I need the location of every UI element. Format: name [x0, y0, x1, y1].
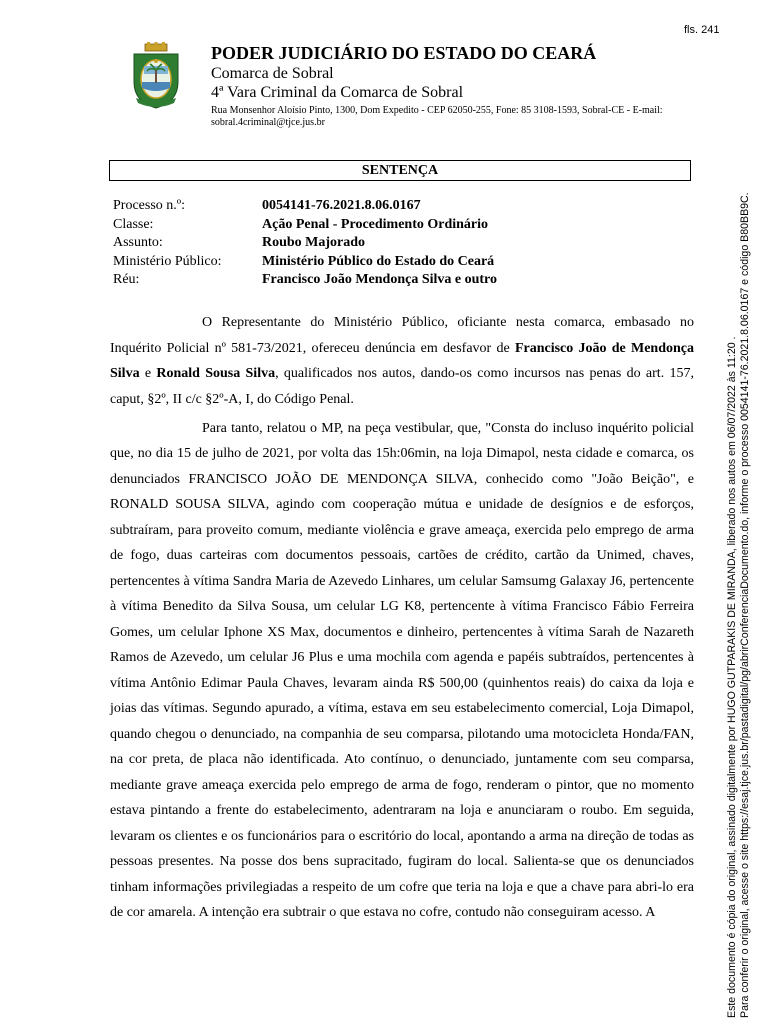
paragraph-text: O Representante do Ministério Público, oficiante nesta comarca, embasado no Inquérito Policial nº 581-73/2021, ofereceu denúncia em desfavor de [110, 315, 694, 356]
case-info-row [113, 271, 497, 290]
case-info-label: Ministério Público: [113, 253, 222, 269]
case-info-value: 0054141-76.2021.8.06.0167 [262, 198, 421, 213]
case-info-row [113, 216, 497, 235]
defendant-name-1: Francisco João de Mendonça Silva [110, 340, 694, 381]
case-info-value: Ação Penal - Procedimento Ordinário [262, 216, 489, 232]
sentence-body [110, 310, 694, 929]
case-info-row [113, 234, 497, 253]
court-address: Rua Monsenhor Aloísio Pinto, 1300, Dom Expedito - CEP 62050-255, Fone: 85 3108-1593, Sobral-CE - E-mail: sobral.4criminal@tjce.jus.br [211, 105, 663, 128]
digital-signature-note [726, 158, 752, 1018]
case-info-label: Classe: [113, 216, 154, 232]
case-info-row [113, 197, 497, 216]
case-info [113, 197, 497, 290]
signature-note-line: Este documento é cópia do original, assinado digitalmente por HUGO GUTPARAKIS DE MIRANDA, liberado nos autos em 06/07/2022 às 11:20 . [726, 336, 738, 1018]
page-number: fls. 241 [684, 24, 720, 36]
case-info-value: Ministério Público do Estado do Ceará [262, 253, 495, 269]
paragraph-text: e [139, 366, 157, 381]
case-info-value: Roubo Majorado [262, 235, 366, 250]
paragraph-text: , qualificados nos autos, dando-os como incursos nas penas do art. 157, caput, §2º, II c/c §2º-A, I, do Código Penal. [110, 366, 694, 407]
case-info-label: Assunto: [113, 235, 163, 250]
verification-note-line: Para conferir o original, acesse o site https://esaj.tjce.jus.br/pastadigital/pg/abrirConferenciaDocumento.do, informe o processo 0054141-76.2021.8.06.0167 e código B80BB9C. [739, 192, 751, 1018]
case-info-label: Réu: [113, 272, 140, 287]
case-info-value: Francisco João Mendonça Silva e outro [262, 272, 498, 287]
defendant-name-2: Ronald Sousa Silva [156, 366, 276, 381]
case-info-label: Processo n.º: [113, 198, 186, 213]
vara: 4ª Vara Criminal da Comarca de Sobral [211, 84, 464, 101]
court-header [211, 42, 711, 129]
court-name: PODER JUDICIÁRIO DO ESTADO DO CEARÁ [211, 43, 597, 63]
ceara-coat-of-arms-icon [128, 42, 184, 110]
case-info-row [113, 253, 497, 272]
comarca: Comarca de Sobral [211, 65, 334, 82]
document-type-title: SENTENÇA [109, 160, 691, 181]
paragraph-relato: Para tanto, relatou o MP, na peça vestibular, que, "Consta do incluso inquérito policial que, no dia 15 de julho de 2021, por volta das 15h:06min, na loja Dimapol, nesta cidade e comarca, os denunciados FRANCISCO JOÃO DE MENDONÇA SILVA, conhecido como "João Beição", e RONALD SOUSA SILVA, agindo com cooperação mútua e unidade de desígnios e de esforços, subtraíram, para proveito comum, mediante violência e grave ameaça, exercida pelo emprego de arma de fogo, duas carteiras com documentos pessoais, cartões de crédito, cartão da Unimed, chaves, pertencentes à vítima Sandra Maria de Azevedo Linhares, um celular Samsumg Galaxay J6, pertencente à vítima Benedito da Silva Sousa, um celular LG K8, pertencente à vítima Francisco Fábio Ferreira Gomes, um celular Iphone XS Max, documentos e dinheiro, pertencentes à vítima Sarah de Nazareth Ramos de Azevedo, um celular J6 Plus e uma mochila com agenda e papéis subtraídos, pertencentes à vítima Antônio Edimar Paula Chaves, levaram ainda R$ 500,00 (quinhentos reais) do caixa da loja e joias das vítimas. Segundo apurado, a vítima, estava em seu estabelecimento comercial, Loja Dimapol, quando chegou o denunciado, na companhia de seu comparsa, pilotando uma motocicleta Honda/FAN, na cor preta, de placa não identificada. Ato contínuo, o denunciado, juntamente com seu comparsa, mediante grave ameaça exercida pelo emprego de arma de fogo, renderam o pintor, que no momento estava pintando a frente do estabelecimento, adentraram na loja e anunciaram o roubo. Em seguida, levaram os clientes e os funcionários para o escritório do local, apontando a arma na direção de todas as pessoas presentes. Na posse dos bens supracitado, fugiram do local. Salienta-se que os denunciados tinham informações privilegiadas a respeito de um cofre que teria na loja e que a chave para abri-lo era de cor amarela. A intenção era subtrair o que estava no cofre, contudo não conseguiram acesso. A [110, 420, 694, 920]
paragraph-denuncia [110, 310, 694, 412]
